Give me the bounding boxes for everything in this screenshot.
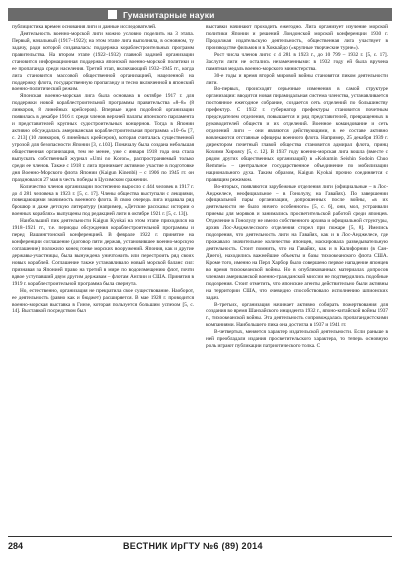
paragraph: публицистика времен основания лиги и данные исследователей. — [12, 24, 157, 30]
paragraph: В-третьих, организация начинает активно собирать пожертвования для создания во время Шанхайского инцидента 1932 г., японо-китайской войны 1937 г., тихоокеанской войны. Эта деятельность сопровождалась пропагандистскими компаниями. Наибольшего пика она достигла в 1937 и 1941 гг. — [206, 301, 388, 329]
paragraph: Наибольший пик деятельности Kaigun Kyokai на этом этапе приходился на 1918–1921 гг., т.е. периоды обсуждения кораблестроительной программы и перед Вашингтонской конференцией. В феврале 1922 г. принятие на конференции соглашение (договор пяти держав, установившее военно-морскую соглашение) положило конец гонке морских вооружений. Япония, как и другие державы-участницы, была вынуждена уничтожить или перестроить ряд своих новых кораблей. Соглашение также устанавливало новый морской баланс сил: признавая за Японией право на третий в мире по водоизмещению флот, почти вдвое уступавший двум другим державам – флотам Англии и США. Принятия в 1919 г. кораблестроительной программа была свернута. — [12, 218, 194, 287]
left-column — [12, 24, 194, 531]
paragraph: Но, естественно, организация не прекратила свое существование. Наоборот, ее деятельность (равно как и бюджет) расширяется. В мае 1928 г. проводится военно-морская выставка в Гинзе, которая пользуется большим успехом [5, с. 14]. Выставкой посредством был — [12, 287, 194, 315]
page-number: 284 — [8, 541, 24, 551]
paragraph: 30-е годы и время второй мировой войны становятся пиком деятельности лиги. — [206, 72, 388, 86]
paragraph: Во-первых, происходят серьезные изменения в самой структуре организации: вводится новая пирамидальная система членства, устанавливается постоянное ежегодное собрание, создается сеть отделений по большинству префектур. С 1932 г. губернатор префектуры становится почетным председателем отделения, повышается и ряд представителей, превращенных в руководителей обществ и их отделений. Военное командование и сеть отделений лиги – они являются действующими, в ее составе активно вовлекаются отставные офицеры военного флота. Например, 25 декабря 1939 г. директором почетный главой общества становится адмирал флота, принц Кохими Хироясу [5, с. 12]. В 1937 году военно-морская лига вошла (вместе с рядом других общественных организаций) в «Kokumin Seishin Sodoin Chuo Remmei» – центральное государственное объединение по мобилизации национального духа. Таким образом, Kaigun Kyokai прочно соединяется с правящим режимом. — [206, 86, 388, 183]
section-title: Гуманитарные науки — [123, 9, 215, 20]
paragraph: Количество членов организации постепенно выросло с 444 человек в 1917 г. до 4 281 человека в 1923 г. [5, с. 17]. Члены общества выступали с лекциями, повещающими значимость военного флота. В свою очередь лига издавала ряд брошюр и даже детскую литературу (например, «Детские рассказы: истории о военных кораблях» выпущены под редакцией лиги в октябре 1921 г. [5, с. 13]). — [12, 183, 194, 218]
paragraph: Японская военно-морская лига была основана в октябре 1917 г. для поддержки новой кораблестроительной программы правительства «8–8» (8 линкоров, 8 линейных крейсеров). Впервые идея подобной организации появилась в декабре 1916 г. среди членов верхней палаты японского парламента и представителей крупных судостроительных концернов. Тогда в Японии активно обсуждалась американская кораблестроительная программа «10–6» [7, с. 213] (10 линкоров, 6 линейных крейсеров), которая считалась существенной угрозой для безопасности Японии [3, с.103]. Поначалу была создана небольшая общественная организация, тем не менее, уже с января 1918 года она стала выпускать собственный журнал «Umi no Koron», распространяемый только среди ее членов. Также с 1918 г. лига принимает активное участие в подготовке дня Военно-Морского флота Японии (Kaigun Kinenbi) – с 1906 по 1945 гг. он праздновался 27 мая в честь победы в Цусимском сражении. — [12, 93, 194, 183]
right-column — [206, 24, 388, 531]
page-footer — [8, 539, 392, 553]
header-square-marker — [108, 10, 117, 19]
paragraph: Рост числа членов лиги: с 4 281 в 1923 г., до 10 799 – 1932 г. [5, с. 17]. Заслуги лиги не остались незамеченными: в 1932 году ей была вручена памятная медаль военно-морского министерства. — [206, 51, 388, 72]
section-header-bar — [8, 8, 392, 21]
article-body — [12, 24, 388, 531]
paragraph: Деятельность военно-морской лиги можно условно поделить на 3 этапа. Первый, начальный (1917–1922); на этом этапе лига выполняла, в основном, ту задачу, ради которой создавалась: поддержка кораблестроительных программ правительства. На втором этапе (1922–1932) главной задачей организации становится информационная поддержка японской военно-морской политики и ее пропаганда среди населения. Третий этап, включающий 1932–1945 гг., когда лига становится массовой общественной организацией, нацеленной на поддержку флота, государственную пропаганду и тесно включенной в японский военно-политический режим. — [12, 30, 194, 93]
footer-rule — [8, 536, 392, 537]
paragraph: В-четвертых, меняется характер издательской деятельности. Если раньше в ней преобладали издания просветительского характера, то теперь основную роль играют публикации патриотического толка. С — [206, 329, 388, 350]
journal-title: ВЕСТНИК ИрГТУ №6 (89) 2014 — [123, 541, 263, 551]
paragraph: Во-вторых, появляются зарубежные отделения лиги (официальные – в Лос-Анджелесе, неофициальное – в Гонолулу, на Гавайях). По завершении официальной пары организации, допрошенных после войны, «в их деятельности не было ничего особенного» [5, с. 6], они, мол, устраивали приемы для моряков и занимались просветительской работой среди японцев. Отделение в Гонолулу не имело собственного архива и официальной структуры, архив Лос-Анджелесского отделения сгорел при пожаре [5, 8]. Имелись подозрения, что деятельность лиги на Гавайях, как и в Лос-Анджелесе, где прожавало значительное количество японцев, маскировала разведывательную деятельность. Стоит помнить, что на Гавайях, как и в Калифорнии (в Сан-Диего), находились важнейшие объекты и базы тихоокеанского флота США. Кроме того, именно на Перл Харбор было совершено первое нападение японцев во время тихоокеанской войны. Но в опубликованных материалах допросов членами американской военно-гражданской миссии не подтвердились подобные подозрения. Стоит отметить, что японские агенты действительно были активны на территории США, что очевидно способствовало исполнению шпионских задач. — [206, 183, 388, 301]
paragraph: выставки начинают проходить ежегодно. Лига организует изучение морской политики Японии и решений Лондонской морской конференции 1930 г. Продолжая издательскую деятельность, общественная лига участвует в производстве фильмов и в Хоккайдо («крупные творческие турне»). — [206, 24, 388, 51]
